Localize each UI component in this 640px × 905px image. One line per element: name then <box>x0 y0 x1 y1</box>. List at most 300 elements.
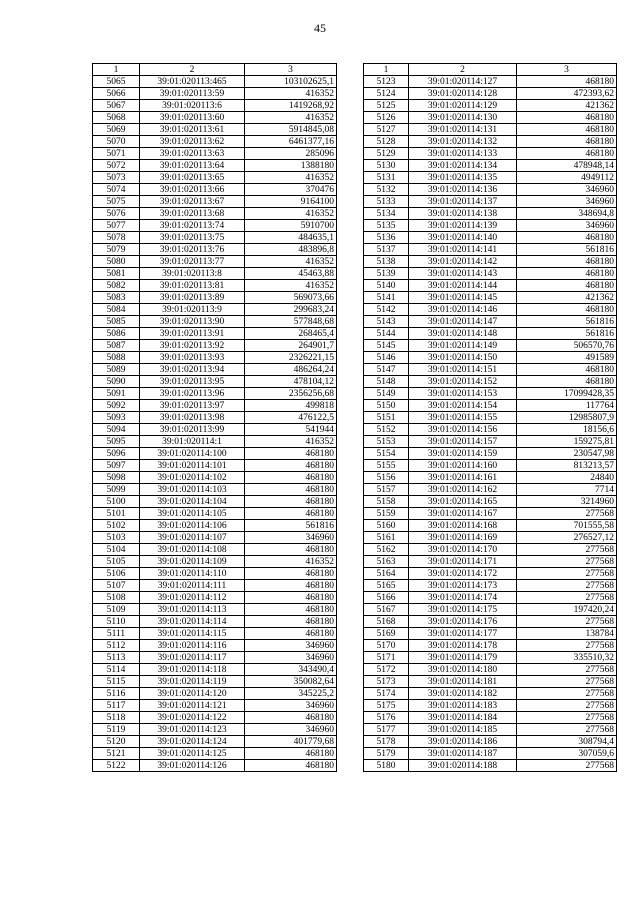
cell-number: 5115 <box>93 676 140 688</box>
cell-number: 5164 <box>364 568 409 580</box>
cell-number: 5090 <box>93 376 140 388</box>
table-row <box>93 496 337 508</box>
cell-value: 18156,6 <box>517 424 617 436</box>
cell-cadastral-number: 39:01:020114:154 <box>409 400 517 412</box>
cell-value: 416352 <box>245 280 337 292</box>
table-row <box>93 436 337 448</box>
table-row <box>93 376 337 388</box>
cell-cadastral-number: 39:01:020114:141 <box>409 244 517 256</box>
table-row <box>364 160 617 172</box>
cell-cadastral-number: 39:01:020114:117 <box>140 652 245 664</box>
cell-value: 468180 <box>245 592 337 604</box>
table-row <box>93 220 337 232</box>
cell-value: 499818 <box>245 400 337 412</box>
table-row <box>93 532 337 544</box>
cell-number: 5144 <box>364 328 409 340</box>
table-row <box>364 532 617 544</box>
cell-value: 468180 <box>245 616 337 628</box>
table-row <box>93 760 337 772</box>
cell-cadastral-number: 39:01:020113:97 <box>140 400 245 412</box>
cell-number: 5086 <box>93 328 140 340</box>
cell-number: 5069 <box>93 124 140 136</box>
cell-cadastral-number: 39:01:020113:63 <box>140 148 245 160</box>
cell-number: 5099 <box>93 484 140 496</box>
cell-value: 468180 <box>245 604 337 616</box>
cell-cadastral-number: 39:01:020113:95 <box>140 376 245 388</box>
cell-value: 45463,88 <box>245 268 337 280</box>
table-row <box>93 328 337 340</box>
table-row <box>364 472 617 484</box>
cell-value: 468180 <box>245 748 337 760</box>
table-row <box>93 688 337 700</box>
cell-cadastral-number: 39:01:020114:123 <box>140 724 245 736</box>
cell-number: 5082 <box>93 280 140 292</box>
cell-value: 468180 <box>245 544 337 556</box>
table-row <box>93 460 337 472</box>
cell-value: 561816 <box>245 520 337 532</box>
cell-cadastral-number: 39:01:020114:160 <box>409 460 517 472</box>
cell-number: 5149 <box>364 388 409 400</box>
cell-cadastral-number: 39:01:020114:188 <box>409 760 517 772</box>
cell-value: 468180 <box>245 448 337 460</box>
table-row <box>364 244 617 256</box>
cell-cadastral-number: 39:01:020114:101 <box>140 460 245 472</box>
table-row <box>93 520 337 532</box>
cell-value: 17099428,35 <box>517 388 617 400</box>
table-row <box>93 244 337 256</box>
table-row <box>364 328 617 340</box>
cell-cadastral-number: 39:01:020114:143 <box>409 268 517 280</box>
cell-number: 5134 <box>364 208 409 220</box>
cell-number: 5127 <box>364 124 409 136</box>
table-row <box>364 568 617 580</box>
cell-number: 5066 <box>93 88 140 100</box>
cell-value: 416352 <box>245 208 337 220</box>
table-row <box>93 148 337 160</box>
cell-number: 5077 <box>93 220 140 232</box>
cell-number: 5150 <box>364 400 409 412</box>
table-row <box>364 748 617 760</box>
cell-number: 5138 <box>364 256 409 268</box>
cell-value: 416352 <box>245 88 337 100</box>
cell-cadastral-number: 39:01:020114:144 <box>409 280 517 292</box>
cell-number: 5119 <box>93 724 140 736</box>
cell-cadastral-number: 39:01:020113:94 <box>140 364 245 376</box>
cell-number: 5089 <box>93 364 140 376</box>
cell-value: 12985807,9 <box>517 412 617 424</box>
table-row <box>93 676 337 688</box>
table-row <box>364 724 617 736</box>
cell-value: 277568 <box>517 592 617 604</box>
table-row <box>364 412 617 424</box>
cell-value: 197420,24 <box>517 604 617 616</box>
table-row <box>364 676 617 688</box>
cell-cadastral-number: 39:01:020114:102 <box>140 472 245 484</box>
cell-cadastral-number: 39:01:020114:113 <box>140 604 245 616</box>
cell-value: 299683,24 <box>245 304 337 316</box>
table-row <box>364 124 617 136</box>
table-row <box>93 268 337 280</box>
cell-value: 2326221,15 <box>245 352 337 364</box>
cell-cadastral-number: 39:01:020113:92 <box>140 340 245 352</box>
cell-number: 5121 <box>93 748 140 760</box>
table-row <box>93 124 337 136</box>
table-row <box>364 376 617 388</box>
cell-cadastral-number: 39:01:020114:167 <box>409 508 517 520</box>
cell-value: 277568 <box>517 580 617 592</box>
table-row <box>364 172 617 184</box>
cell-number: 5176 <box>364 712 409 724</box>
cell-number: 5065 <box>93 76 140 88</box>
table-row <box>364 316 617 328</box>
cell-number: 5151 <box>364 412 409 424</box>
cell-number: 5132 <box>364 184 409 196</box>
cell-cadastral-number: 39:01:020114:126 <box>140 760 245 772</box>
cell-value: 138784 <box>517 628 617 640</box>
cell-cadastral-number: 39:01:020113:65 <box>140 172 245 184</box>
cell-value: 468180 <box>245 580 337 592</box>
cell-cadastral-number: 39:01:020114:122 <box>140 712 245 724</box>
cell-value: 264901,7 <box>245 340 337 352</box>
table-row <box>93 400 337 412</box>
cell-number: 5113 <box>93 652 140 664</box>
cell-value: 230547,98 <box>517 448 617 460</box>
cell-number: 5169 <box>364 628 409 640</box>
table-row <box>364 496 617 508</box>
table-row <box>93 628 337 640</box>
cell-value: 4949112 <box>517 172 617 184</box>
cell-number: 5124 <box>364 88 409 100</box>
cell-number: 5153 <box>364 436 409 448</box>
table-row <box>93 448 337 460</box>
cell-number: 5078 <box>93 232 140 244</box>
cell-value: 468180 <box>245 712 337 724</box>
cell-number: 5167 <box>364 604 409 616</box>
cell-cadastral-number: 39:01:020113:91 <box>140 328 245 340</box>
cell-cadastral-number: 39:01:020114:156 <box>409 424 517 436</box>
cell-value: 569073,66 <box>245 292 337 304</box>
cell-cadastral-number: 39:01:020113:75 <box>140 232 245 244</box>
cell-cadastral-number: 39:01:020113:59 <box>140 88 245 100</box>
cell-value: 277568 <box>517 556 617 568</box>
table-row <box>93 580 337 592</box>
cell-value: 346960 <box>245 640 337 652</box>
cell-cadastral-number: 39:01:020113:67 <box>140 196 245 208</box>
cell-number: 5105 <box>93 556 140 568</box>
cell-number: 5165 <box>364 580 409 592</box>
cell-value: 541944 <box>245 424 337 436</box>
table-row <box>93 196 337 208</box>
cell-value: 468180 <box>517 304 617 316</box>
cell-number: 5175 <box>364 700 409 712</box>
cell-value: 468180 <box>517 76 617 88</box>
cell-cadastral-number: 39:01:020114:149 <box>409 340 517 352</box>
cell-cadastral-number: 39:01:020114:136 <box>409 184 517 196</box>
cell-number: 5130 <box>364 160 409 172</box>
table-row <box>93 340 337 352</box>
cell-cadastral-number: 39:01:020114:109 <box>140 556 245 568</box>
cell-cadastral-number: 39:01:020114:185 <box>409 724 517 736</box>
table-row <box>364 544 617 556</box>
cell-number: 5147 <box>364 364 409 376</box>
cell-value: 468180 <box>245 760 337 772</box>
table-row <box>93 112 337 124</box>
cell-number: 5156 <box>364 472 409 484</box>
cell-value: 277568 <box>517 664 617 676</box>
cell-cadastral-number: 39:01:020114:129 <box>409 100 517 112</box>
cell-number: 5146 <box>364 352 409 364</box>
cell-cadastral-number: 39:01:020114:162 <box>409 484 517 496</box>
cell-cadastral-number: 39:01:020113:6 <box>140 100 245 112</box>
cell-value: 416352 <box>245 256 337 268</box>
table-row <box>364 112 617 124</box>
cell-number: 5081 <box>93 268 140 280</box>
cell-cadastral-number: 39:01:020114:155 <box>409 412 517 424</box>
cell-cadastral-number: 39:01:020114:114 <box>140 616 245 628</box>
cell-number: 5154 <box>364 448 409 460</box>
cell-value: 468180 <box>245 568 337 580</box>
cell-number: 5178 <box>364 736 409 748</box>
cell-number: 5135 <box>364 220 409 232</box>
table-row <box>93 136 337 148</box>
cell-cadastral-number: 39:01:020114:127 <box>409 76 517 88</box>
cell-value: 268465,4 <box>245 328 337 340</box>
cell-number: 5114 <box>93 664 140 676</box>
cell-number: 5110 <box>93 616 140 628</box>
cell-value: 484635,1 <box>245 232 337 244</box>
cell-value: 348694,8 <box>517 208 617 220</box>
table-row <box>93 712 337 724</box>
cell-value: 468180 <box>517 256 617 268</box>
cell-cadastral-number: 39:01:020114:187 <box>409 748 517 760</box>
cell-value: 506570,76 <box>517 340 617 352</box>
cell-cadastral-number: 39:01:020114:103 <box>140 484 245 496</box>
table-row <box>364 652 617 664</box>
cell-cadastral-number: 39:01:020113:81 <box>140 280 245 292</box>
cell-number: 5120 <box>93 736 140 748</box>
cell-value: 277568 <box>517 568 617 580</box>
cell-number: 5104 <box>93 544 140 556</box>
table-row <box>93 100 337 112</box>
table-row <box>364 688 617 700</box>
cell-cadastral-number: 39:01:020114:153 <box>409 388 517 400</box>
table-row <box>364 268 617 280</box>
cell-cadastral-number: 39:01:020114:170 <box>409 544 517 556</box>
table-row <box>93 424 337 436</box>
cell-value: 468180 <box>517 376 617 388</box>
cell-cadastral-number: 39:01:020114:108 <box>140 544 245 556</box>
cell-cadastral-number: 39:01:020114:120 <box>140 688 245 700</box>
cell-cadastral-number: 39:01:020114:130 <box>409 112 517 124</box>
cell-number: 5117 <box>93 700 140 712</box>
cell-number: 5174 <box>364 688 409 700</box>
cell-cadastral-number: 39:01:020114:186 <box>409 736 517 748</box>
cell-number: 5070 <box>93 136 140 148</box>
cell-number: 5108 <box>93 592 140 604</box>
cell-cadastral-number: 39:01:020114:146 <box>409 304 517 316</box>
table-row <box>364 208 617 220</box>
table-row <box>364 292 617 304</box>
left-table-body <box>93 64 337 772</box>
table-row <box>364 340 617 352</box>
cell-cadastral-number: 39:01:020114:116 <box>140 640 245 652</box>
cell-number: 5157 <box>364 484 409 496</box>
cell-number: 5131 <box>364 172 409 184</box>
cell-value: 346960 <box>245 532 337 544</box>
cell-cadastral-number: 39:01:020114:105 <box>140 508 245 520</box>
cell-number: 5111 <box>93 628 140 640</box>
table-row <box>364 448 617 460</box>
cell-cadastral-number: 39:01:020114:100 <box>140 448 245 460</box>
cell-cadastral-number: 39:01:020113:62 <box>140 136 245 148</box>
cell-cadastral-number: 39:01:020114:183 <box>409 700 517 712</box>
cell-cadastral-number: 39:01:020113:66 <box>140 184 245 196</box>
cell-cadastral-number: 39:01:020114:135 <box>409 172 517 184</box>
table-row <box>93 352 337 364</box>
cell-value: 345225,2 <box>245 688 337 700</box>
cell-number: 5071 <box>93 148 140 160</box>
cell-cadastral-number: 39:01:020113:89 <box>140 292 245 304</box>
cell-value: 277568 <box>517 616 617 628</box>
cell-number: 5106 <box>93 568 140 580</box>
table-row <box>93 232 337 244</box>
table-row <box>364 184 617 196</box>
cell-value: 421362 <box>517 100 617 112</box>
cell-value: 2356256,68 <box>245 388 337 400</box>
cell-value: 1419268,92 <box>245 100 337 112</box>
cell-cadastral-number: 39:01:020114:104 <box>140 496 245 508</box>
cell-number: 5168 <box>364 616 409 628</box>
cell-cadastral-number: 39:01:020114:134 <box>409 160 517 172</box>
cell-value: 468180 <box>517 232 617 244</box>
cell-number: 5148 <box>364 376 409 388</box>
left-table-header-row <box>93 64 337 76</box>
cell-cadastral-number: 39:01:020114:132 <box>409 136 517 148</box>
table-row <box>93 724 337 736</box>
cell-value: 277568 <box>517 724 617 736</box>
cell-value: 346960 <box>517 220 617 232</box>
cell-cadastral-number: 39:01:020114:111 <box>140 580 245 592</box>
cell-value: 491589 <box>517 352 617 364</box>
cell-cadastral-number: 39:01:020114:118 <box>140 664 245 676</box>
cell-value: 346960 <box>517 196 617 208</box>
cell-cadastral-number: 39:01:020113:64 <box>140 160 245 172</box>
cell-value: 346960 <box>245 652 337 664</box>
cell-cadastral-number: 39:01:020114:150 <box>409 352 517 364</box>
cell-value: 813213,57 <box>517 460 617 472</box>
cell-cadastral-number: 39:01:020113:90 <box>140 316 245 328</box>
table-row <box>364 304 617 316</box>
cell-cadastral-number: 39:01:020114:133 <box>409 148 517 160</box>
cell-cadastral-number: 39:01:020114:142 <box>409 256 517 268</box>
header-cell-number: 1 <box>93 64 140 76</box>
cell-number: 5098 <box>93 472 140 484</box>
cell-value: 486264,24 <box>245 364 337 376</box>
cell-cadastral-number: 39:01:020113:99 <box>140 424 245 436</box>
cell-cadastral-number: 39:01:020114:169 <box>409 532 517 544</box>
cell-cadastral-number: 39:01:020114:182 <box>409 688 517 700</box>
cell-cadastral-number: 39:01:020114:157 <box>409 436 517 448</box>
cell-number: 5122 <box>93 760 140 772</box>
cell-number: 5067 <box>93 100 140 112</box>
table-row <box>93 748 337 760</box>
cell-value: 159275,81 <box>517 436 617 448</box>
table-row <box>364 400 617 412</box>
cell-number: 5100 <box>93 496 140 508</box>
cell-value: 307059,6 <box>517 748 617 760</box>
cell-cadastral-number: 39:01:020113:61 <box>140 124 245 136</box>
cell-value: 483896,8 <box>245 244 337 256</box>
cell-cadastral-number: 39:01:020113:8 <box>140 268 245 280</box>
table-row <box>364 196 617 208</box>
cell-number: 5162 <box>364 544 409 556</box>
cell-cadastral-number: 39:01:020114:125 <box>140 748 245 760</box>
cell-number: 5159 <box>364 508 409 520</box>
cell-cadastral-number: 39:01:020114:161 <box>409 472 517 484</box>
cell-number: 5116 <box>93 688 140 700</box>
cell-number: 5075 <box>93 196 140 208</box>
cell-number: 5145 <box>364 340 409 352</box>
header-cell-value: 3 <box>245 64 337 76</box>
cell-number: 5171 <box>364 652 409 664</box>
cell-number: 5079 <box>93 244 140 256</box>
cell-value: 478948,14 <box>517 160 617 172</box>
cell-value: 468180 <box>517 124 617 136</box>
cell-cadastral-number: 39:01:020114:137 <box>409 196 517 208</box>
cell-cadastral-number: 39:01:020114:106 <box>140 520 245 532</box>
cell-value: 416352 <box>245 436 337 448</box>
table-row <box>364 232 617 244</box>
cell-value: 5910700 <box>245 220 337 232</box>
cell-value: 3214960 <box>517 496 617 508</box>
cell-value: 701555,58 <box>517 520 617 532</box>
table-row <box>93 364 337 376</box>
cell-value: 346960 <box>517 184 617 196</box>
table-row <box>364 388 617 400</box>
cell-value: 561816 <box>517 244 617 256</box>
cell-number: 5137 <box>364 244 409 256</box>
cell-value: 561816 <box>517 328 617 340</box>
cell-value: 9164100 <box>245 196 337 208</box>
cell-number: 5084 <box>93 304 140 316</box>
cell-number: 5103 <box>93 532 140 544</box>
cell-number: 5126 <box>364 112 409 124</box>
table-row <box>93 388 337 400</box>
cell-value: 277568 <box>517 544 617 556</box>
cell-value: 468180 <box>517 112 617 124</box>
table-row <box>364 604 617 616</box>
cell-number: 5160 <box>364 520 409 532</box>
cell-value: 335510,32 <box>517 652 617 664</box>
cell-number: 5141 <box>364 292 409 304</box>
cell-number: 5102 <box>93 520 140 532</box>
cell-cadastral-number: 39:01:020114:115 <box>140 628 245 640</box>
cell-number: 5177 <box>364 724 409 736</box>
cell-value: 416352 <box>245 112 337 124</box>
table-row <box>364 484 617 496</box>
table-row <box>364 256 617 268</box>
header-cell-cadastral: 2 <box>140 64 245 76</box>
cell-value: 276527,12 <box>517 532 617 544</box>
cell-number: 5092 <box>93 400 140 412</box>
table-row <box>364 352 617 364</box>
cell-number: 5180 <box>364 760 409 772</box>
cell-number: 5118 <box>93 712 140 724</box>
right-table <box>363 63 617 772</box>
table-row <box>93 640 337 652</box>
cell-cadastral-number: 39:01:020113:98 <box>140 412 245 424</box>
table-row <box>364 508 617 520</box>
